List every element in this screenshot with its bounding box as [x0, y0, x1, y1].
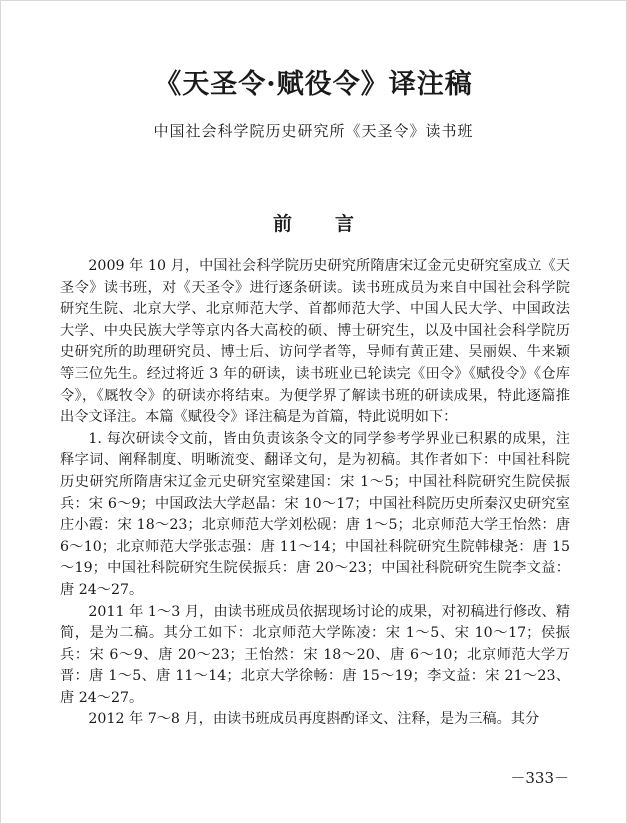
body-text	[60, 256, 570, 731]
paragraph: 2011 年 1～3 月，由读书班成员依据现场讨论的成果，对初稿进行修改、精简，是为二稿。其分工如下：北京师范大学陈凌：宋 1～5、宋 10～17；侯振兵：宋 6～9、唐 20～23；王怡然：宋 18～20、唐 6～10；北京师范大学万晋：唐 1～5、唐 11～14；北京大学徐畅：唐 15～19；李文益：宋 21～23、唐 24～27。	[60, 603, 570, 706]
paragraph: 1. 每次研读令文前，皆由负责该条令文的同学参考学界业已积累的成果，注释字词、阐释制度、明晰流变、翻译文句，是为初稿。其作者如下：中国社科院历史研究所隋唐宋辽金元史研究室梁建国：宋 1～5；中国社科院研究生院侯振兵：宋 6～9；中国政法大学赵晶：宋 10～17；中国社科院历史所秦汉史研究室庄小霞：宋 18～23；北京师范大学刘松砚：唐 1～5；北京师范大学王怡然：唐 6～10；北京师范大学张志强：唐 11～14；中国社科院研究生院韩棣尧：唐 15～19；中国社科院研究生院侯振兵：唐 20～23；中国社科院研究生院李文益：唐 24～27。	[60, 430, 570, 598]
paragraph: 2012 年 7～8 月，由读书班成员再度斟酌译文、注释，是为三稿。其分	[88, 711, 540, 728]
section-heading: 前 言	[272, 213, 366, 235]
paragraph: 2009 年 10 月，中国社会科学院历史研究所隋唐宋辽金元史研究室成立《天圣令》读书班，对《天圣令》进行逐条研读。读书班成员为来自中国社会科学院研究生院、北京大学、北京师范大学、首都师范大学、中国人民大学、中国政法大学、中央民族大学等京内各大高校的硕、博士研究生，以及中国社会科学院历史研究所的助理研究员、博士后、访问学者等，导师有黄正建、吴丽娱、牛来颖等三位先生。经过将近 3 年的研读，读书班业已轮读完《田令》《赋役令》《仓库令》，《厩牧令》的研读亦将结束。为便学界了解读书班的研读成果，特此逐篇推出令文译注。本篇《赋役令》译注稿是为首篇，特此说明如下：	[60, 258, 570, 426]
article-title: 《天圣令·赋役令》译注稿	[154, 69, 473, 100]
page-number: －333－	[510, 769, 569, 787]
author-line: 中国社会科学院历史研究所《天圣令》读书班	[153, 122, 474, 140]
